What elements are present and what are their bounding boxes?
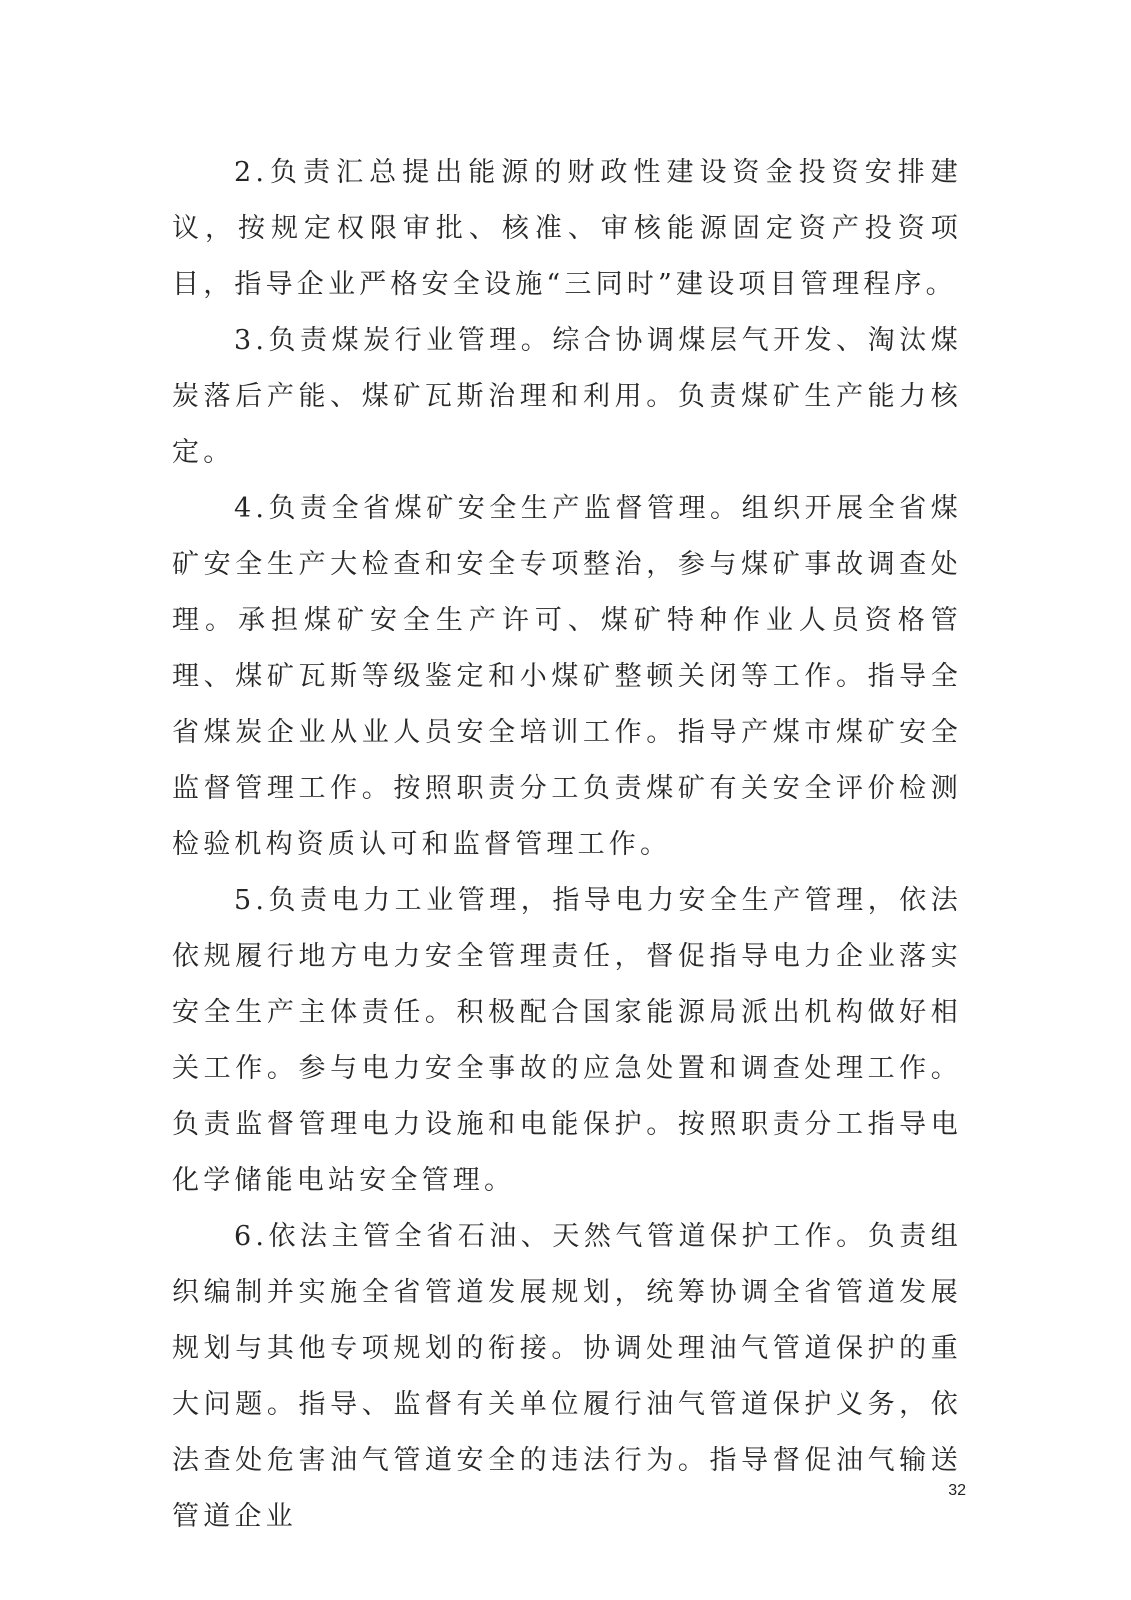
paragraph-item-3: 3.负责煤炭行业管理。综合协调煤层气开发、淘汰煤炭落后产能、煤矿瓦斯治理和利用。负责煤矿生产能力核定。 xyxy=(172,325,962,468)
paragraph-item-5: 5.负责电力工业管理，指导电力安全生产管理，依法依规履行地方电力安全管理责任，督促指导电力企业落实安全生产主体责任。积极配合国家能源局派出机构做好相关工作。参与电力安全事故的应急处置和调查处理工作。负责监督管理电力设施和电能保护。按照职责分工指导电化学储能电站安全管理。 xyxy=(172,885,962,1196)
body-text xyxy=(172,145,962,1545)
page-number: 32 xyxy=(948,1482,966,1499)
paragraph-item-4: 4.负责全省煤矿安全生产监督管理。组织开展全省煤矿安全生产大检查和安全专项整治，参与煤矿事故调查处理。承担煤矿安全生产许可、煤矿特种作业人员资格管理、煤矿瓦斯等级鉴定和小煤矿整顿关闭等工作。指导全省煤炭企业从业人员安全培训工作。指导产煤市煤矿安全监督管理工作。按照职责分工负责煤矿有关安全评价检测检验机构资质认可和监督管理工作。 xyxy=(172,493,962,860)
paragraph-item-6: 6.依法主管全省石油、天然气管道保护工作。负责组织编制并实施全省管道发展规划，统筹协调全省管道发展规划与其他专项规划的衔接。协调处理油气管道保护的重大问题。指导、监督有关单位履行油气管道保护义务，依法查处危害油气管道安全的违法行为。指导督促油气输送管道企业 xyxy=(172,1221,962,1532)
paragraph-item-2: 2.负责汇总提出能源的财政性建设资金投资安排建议，按规定权限审批、核准、审核能源固定资产投资项目，指导企业严格安全设施“三同时”建设项目管理程序。 xyxy=(172,157,962,300)
